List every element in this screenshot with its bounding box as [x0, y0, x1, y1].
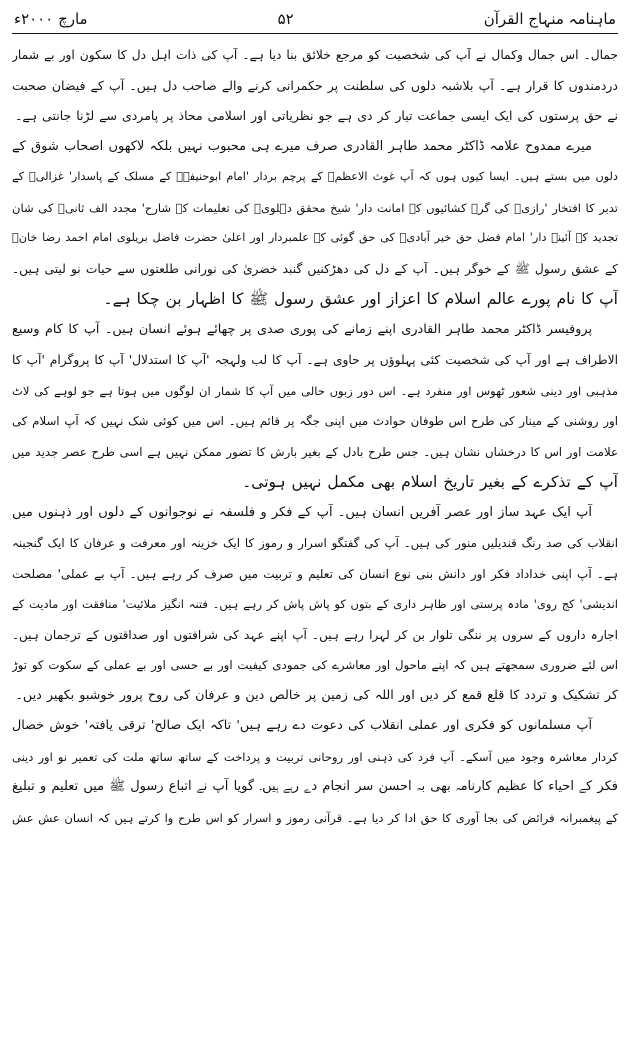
- issue-date: مارچ ۲۰۰۰ء: [14, 9, 88, 28]
- text-line: اندیشی' کج روی' مادہ پرستی اور ظاہر داری کے بتوں کو پاش پاش کر رہے ہیں۔ فتنہ انگیز ملائیت' منافقت اور مادیت کے: [12, 597, 618, 611]
- paragraph: [12, 40, 618, 132]
- paragraph: [12, 711, 618, 833]
- text-line: اور روشنی کے مینار کی طرح اس طوفان حوادث میں اپنی جگہ پر قائم ہیں۔ اس میں کوئی شک نہیں کہ آپ اسلام کی: [12, 414, 618, 428]
- text-line: نے حق پرستوں کی ایک ایسی جماعت تیار کر دی ہے جو نظریاتی اور اسلامی محاذ پر پامردی سے لڑنا جانتی ہے۔: [15, 108, 618, 123]
- text-line: مذہبی اور دینی شعور ٹھوس اور منفرد ہے۔ اس دور زبوں حالی میں آپ کا شمار ان لوگوں میں ہوتا ہے جو لوہے کی لاٹ: [12, 383, 618, 398]
- text-line: دلوں میں بستے ہیں۔ ایسا کیوں ہوں کہ آپ غوث الاعظمؒ کے پرچم بردار 'امام ابوحنیفہؒ کے مسلک کے پاسدار' غزالیؒ کے: [12, 170, 618, 183]
- paragraph: [12, 132, 618, 315]
- paragraph: [12, 315, 618, 498]
- text-line: ہے۔ آپ اپنی خداداد فکر اور دانش بنی نوع انسان کی تعلیم و تربیت میں صرف کر رہے ہیں۔ آپ بے عملی' مصلحت: [12, 566, 618, 581]
- text-line: علامت اور اس کا درخشاں نشان ہیں۔ جس طرح بادل کے بغیر بارش کا تصور ممکن نہیں ہے اسی طرح عصر جدید میں: [12, 444, 618, 459]
- text-line: تجدید کے آئینہ دار' امام فضل حق خیر آبادیؒ کی حق گوئی کے علمبردار اور اعلیٰ حضرت فاضل بریلوی امام احمد رضا خانؒ: [12, 231, 618, 244]
- text-line: آپ مسلمانوں کو فکری اور عملی انقلاب کی دعوت دے رہے ہیں' تاکہ ایک صالح' ترقی یافتہ' خوش خصال: [12, 718, 592, 733]
- article-body: [12, 40, 618, 833]
- page-header: [12, 4, 618, 34]
- text-line: انقلاب کی صد رنگ قندیلیں منور کی ہیں۔ آپ کی گفتگو اسرار و رموز کا ایک خزینہ اور معرفت و عرفان کا ایک گنجینہ: [12, 536, 618, 550]
- text-line: اس لئے ضروری سمجھتے ہیں کہ اپنے ماحول اور معاشرے کی جمودی کیفیت اور بے حسی اور بے عملی کے سکوت کو توڑ: [12, 658, 618, 672]
- text-line: کردار معاشرہ وجود میں آسکے۔ آپ فرد کی ذہنی اور روحانی تربیت و پرداخت کے ساتھ ساتھ ملت کی تعمیر نو اور دینی: [12, 749, 618, 764]
- text-line: تدبر کا افتخار 'رازیؒ کی گرہ کشائیوں کے امانت دار' شیخ محقق دہلویؒ کی تعلیمات کے شارح' مجدد الف ثانیؒ کی شان: [12, 200, 618, 215]
- text-line: اجارہ داروں کے سروں پر ننگی تلوار بن کر لہرا رہے ہیں۔ آپ اپنے عہد کی شرافتوں اور صداقتوں کے ترجمان ہیں۔: [12, 627, 618, 642]
- text-line: جمال۔ اس جمال وکمال نے آپ کی شخصیت کو مرجع خلائق بنا دیا ہے۔ آپ کی ذات اہل دل کا سکون اور بے شمار: [12, 48, 618, 62]
- text-line: دردمندوں کا قرار ہے۔ آپ بلاشبہ دلوں کی سلطنت پر حکمرانی کرنے والے صاحب دل ہیں۔ آپ کے فیضان صحبت: [12, 77, 618, 93]
- text-line: الاطراف ہے اور آپ کی شخصیت کئی پہلوؤں پر حاوی ہے۔ آپ کا لب ولہجہ 'آپ کا استدلال' آپ کا پروگرام 'آپ کا: [12, 353, 618, 367]
- page-number: ۵۲: [277, 9, 294, 28]
- text-line: میرے ممدوح علامہ ڈاکٹر محمد طاہر القادری صرف میرے ہی محبوب نہیں بلکہ لاکھوں اصحاب شوق کے: [12, 138, 592, 154]
- text-line: پروفیسر ڈاکٹر محمد طاہر القادری اپنے زمانے کی پوری صدی پر چھائے ہوئے انسان ہیں۔ آپ کا کام وسیع: [12, 321, 592, 337]
- text-line: آپ کے تذکرے کے بغیر تاریخ اسلام بھی مکمل نہیں ہوتی۔: [242, 473, 618, 491]
- text-line: کے عشق رسول ﷺ کے خوگر ہیں۔ آپ کے دل کی دھڑکنیں گنبد خضریٰ کی نورانی طلعتوں سے حیات نو لیتی ہیں۔: [12, 261, 618, 276]
- magazine-title: ماہنامہ منہاج القرآن: [483, 9, 616, 28]
- paragraph: [12, 498, 618, 712]
- text-line: کر تشکیک و تردد کا قلع قمع کر دیں اور اللہ کی زمین پر خالص دین و عرفان کی روح پرور خوشبو بکھیر دیں۔: [15, 687, 618, 703]
- text-line: آپ ایک عہد ساز اور عصر آفریں انسان ہیں۔ آپ کے فکر و فلسفہ نے نوجوانوں کے دلوں اور ذہنوں میں: [12, 504, 592, 520]
- text-line: آپ کا نام پورے عالم اسلام کا اعزاز اور عشق رسول ﷺ کا اظہار بن چکا ہے۔: [103, 290, 618, 308]
- text-line: فکر کے احیاء کا عظیم کارنامہ بھی بہ احسن سر انجام دے رہے ہیں۔ گویا آپ نے اتباع رسول ﷺ میں تعلیم و تبلیغ: [12, 779, 618, 794]
- text-line: کے پیغمبرانہ فرائض کی بجا آوری کا حق ادا کر دیا ہے۔ قرآنی رموز و اسرار کو اس طرح وا کرتے ہیں کہ انسان عش عش: [12, 810, 618, 825]
